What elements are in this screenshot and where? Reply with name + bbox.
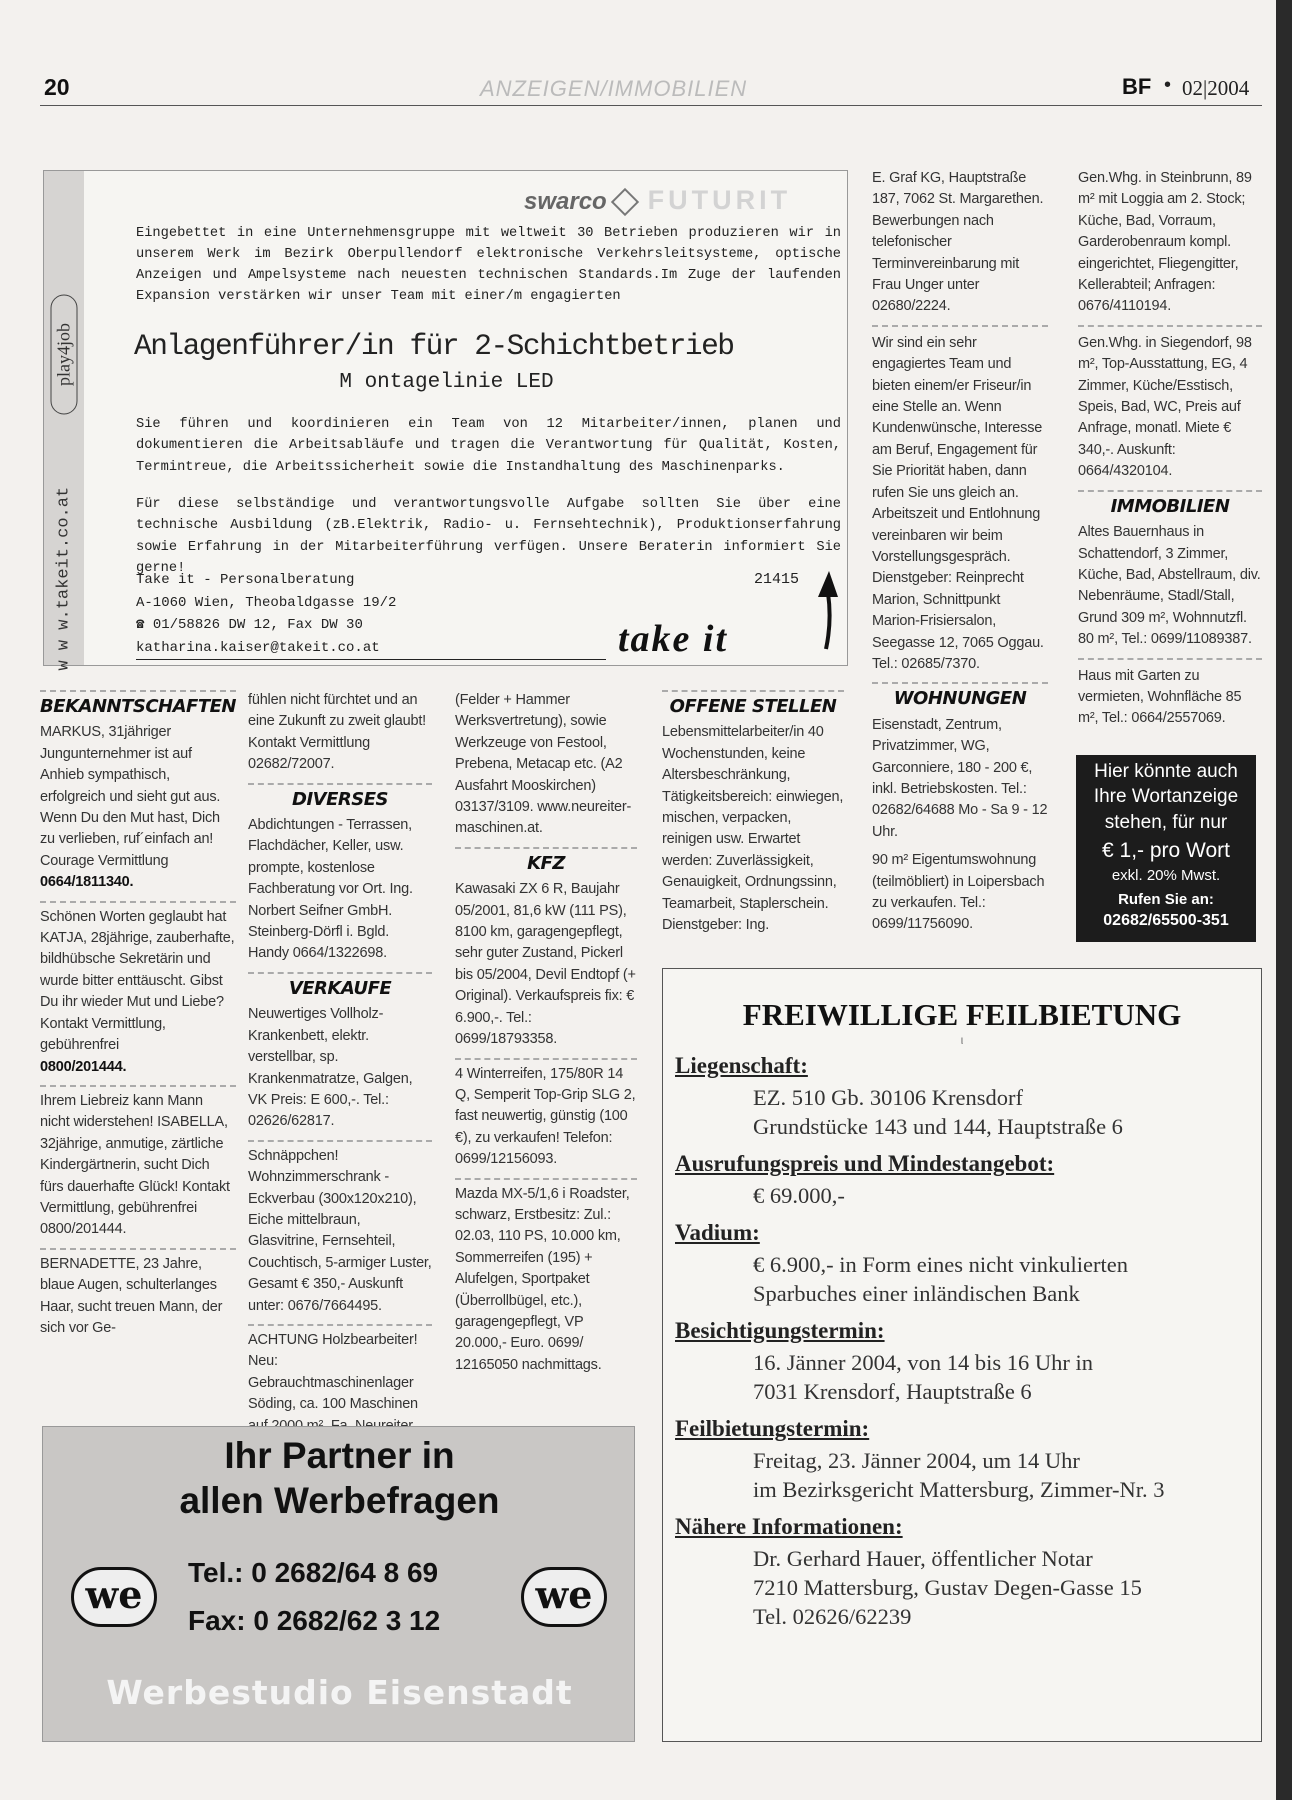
label-vadium: Vadium:	[675, 1220, 760, 1245]
werbe-fax: Fax: 0 2682/62 3 12	[188, 1605, 441, 1636]
friseur-pre: E. Graf KG, Hauptstraße 187, 7062 St. Margarethen. Bewerbungen nach telefonischer Terminvereinbarung mit Frau Unger unter 02680/2224.	[872, 170, 1044, 315]
promo-tax: exkl. 20% Mwst.	[1111, 867, 1221, 884]
value-besichtigungstermin	[675, 1348, 1261, 1406]
classifieds-col-3	[455, 690, 637, 1383]
feilbietung-title: FREIWILLIGE FEILBIETUNG	[742, 997, 1182, 1032]
feilbietung-mark: ι	[960, 1033, 964, 1047]
info-line-1: Dr. Gerhard Hauer, öffentlicher Notar	[753, 1546, 1093, 1571]
classifieds-col-4	[662, 690, 844, 943]
top-right-col-b	[1078, 168, 1262, 737]
value-liegenschaft	[675, 1083, 1261, 1141]
verkaufe-ad-1: Neuwertiges Vollholz-Krankenbett, elektr. verstellbar, sp. Krankenmatratze, Galgen, VK Preis: E 600,-. Tel.: 02626/62817.	[248, 1006, 413, 1130]
we-logo-right-icon	[521, 1567, 607, 1627]
contact-address: A-1060 Wien, Theobaldgasse 19/2	[136, 594, 397, 611]
we-logo-right-text: we	[535, 1572, 593, 1617]
werbe-headline-1: Ihr Partner in	[224, 1435, 455, 1476]
feilbietungstermin-line-2: im Bezirksgericht Mattersburg, Zimmer-Nr. 3	[753, 1477, 1165, 1502]
werbe-studio-name: Werbestudio Eisenstadt	[106, 1673, 573, 1712]
heading-diverses: DIVERSES	[248, 783, 432, 810]
contact-email[interactable]: katharina.kaiser@takeit.co.at	[136, 637, 606, 661]
job-subtitle: M ontagelinie LED	[339, 371, 554, 394]
label-feilbietungstermin: Feilbietungstermin:	[675, 1416, 870, 1441]
werbestudio-ad	[42, 1426, 635, 1742]
genwhg-ad-2: Gen.Whg. in Siegendorf, 98 m², Top-Ausstattung, EG, 4 Zimmer, Küche/Esstisch, Speis, Bad, WC, Preis auf Anfrage, monatl. Miete € 340,-. Auskunft: 0664/4320104.	[1078, 325, 1262, 483]
we-logo-left-icon	[71, 1567, 157, 1627]
bekanntschaft-ad-4: BERNADETTE, 23 Jahre, blaue Augen, schulterlanges Haar, sucht treuen Mann, der sich vor Ge-	[40, 1248, 236, 1340]
job-ad	[43, 170, 848, 671]
section-title: ANZEIGEN/IMMOBILIEN	[480, 76, 748, 101]
job-requirements: Für diese selbständige und verantwortungsvolle Aufgabe sollten Sie über eine technische Ausbildung (zB.Elektrik, Radio- u. Fernsehtechnik), Produktionserfahrung sowie Erfahrung in der Mitarbeiterführung verfügen. Unsere Beraterin informiert Sie gerne!	[136, 497, 841, 576]
classifieds-col-2	[248, 690, 432, 1444]
sidebar-url: w w w.takeit.co.at	[54, 486, 74, 671]
bauernhaus-ad: Altes Bauernhaus in Schattendorf, 3 Zimmer, Küche, Bad, Abstellraum, div. Nebenräume, Stadl/Stall, Grund 309 m², Wohnnutzfl. 80 m², Tel.: 0699/11089387.	[1078, 524, 1261, 648]
kfz-ad-1: Kawasaki ZX 6 R, Baujahr 05/2001, 81,6 kW (111 PS), 8100 km, garagengepflegt, sehr guter Zustand, Pickerl bis 05/2004, Devil Endtopf (+ Original). Verkaufspreis fix: € 6.900,-. Tel.: 0699/18793358.	[455, 881, 636, 1048]
heading-verkaufe: VERKAUFE	[248, 972, 432, 999]
we-logo-left-text: we	[85, 1572, 143, 1617]
contact-phone: ☎ 01/58826 DW 12, Fax DW 30	[136, 617, 363, 633]
werbe-headline-2: allen Werbefragen	[179, 1480, 500, 1521]
top-right-col-a	[872, 168, 1048, 943]
ausrufungspreis-line-1: € 69.000,-	[753, 1183, 845, 1208]
promo-line-3: stehen, für nur	[1104, 812, 1228, 833]
takeit-brand: take it	[618, 618, 729, 660]
logo-futurit: FUTURIT	[647, 185, 792, 215]
promo-call: Rufen Sie an:	[1118, 891, 1214, 908]
vadium-line-1: € 6.900,- in Form eines nicht vinkulierten	[753, 1252, 1128, 1277]
job-title: Anlagenführer/in für 2-Schichtbetrieb	[134, 329, 734, 363]
kfz-ad-3: Mazda MX-5/1,6 i Roadster, schwarz, Erstbesitz: Zul.: 02.03, 110 PS, 10.000 km, Sommerreifen (195) + Alufelgen, Sportpaket (Überrollbügel, etc.), garagengepflegt, VP 20.000,- Euro. 0699/ 12165050 nachmittags.	[455, 1178, 637, 1377]
logo-mark-icon	[611, 188, 639, 216]
job-ref-number: 21415	[754, 571, 800, 588]
genwhg-ad-1: Gen.Whg. in Steinbrunn, 89 m² mit Loggia am 2. Stock; Küche, Bad, Vorraum, Garderobenraum kompl. eingerichtet, Fliegengitter, Kellerabteil; Anfragen: 0676/4110194.	[1078, 170, 1252, 315]
info-line-3: Tel. 02626/62239	[753, 1604, 912, 1629]
wohnung-ad-1: Eisenstadt, Zentrum, Privatzimmer, WG, Garconniere, 180 - 200 €, inkl. Betriebskosten. Tel.: 02682/64688 Mo - Sa 9 - 12 Uhr.	[872, 716, 1048, 840]
takeit-arrow-icon	[816, 571, 830, 637]
besichtigung-line-1: 16. Jänner 2004, von 14 bis 16 Uhr in	[753, 1350, 1093, 1375]
bekanntschaft-ad-2-phone: 0800/201444.	[40, 1058, 127, 1075]
werbe-tel: Tel.: 0 2682/64 8 69	[188, 1557, 439, 1588]
stellen-ad: Lebensmittelarbeiter/in 40 Wochenstunden, keine Altersbeschränkung, Tätigkeitsbereich: einwiegen, mischen, verpacken, reinigen usw. Erwartet werden: Zuverlässigkeit, Genauigkeit, Ordnungssinn, Teamarbeit, Staplerschein. Dienstgeber: Ing.	[662, 724, 844, 934]
page-edge	[1276, 0, 1292, 1800]
label-besichtigungstermin: Besichtigungstermin:	[675, 1318, 885, 1343]
feilbietung-box	[662, 968, 1262, 1742]
contact-company: Take it - Personalberatung	[136, 572, 355, 588]
page-header	[40, 70, 1262, 106]
kfz-ad-2: 4 Winterreifen, 175/80R 14 Q, Semperit Top-Grip SLG 2, fast neuwertig, günstig (100 €), zu verkaufen! Telefon: 0699/12156093.	[455, 1058, 637, 1171]
promo-box	[1076, 755, 1256, 942]
vadium-line-2: Sparbuches einer inländischen Bank	[753, 1281, 1080, 1306]
promo-line-1: Hier könnte auch	[1094, 761, 1238, 782]
logo-swarco: swarco	[524, 188, 607, 215]
friseur-ad: Wir sind ein sehr engagiertes Team und bieten einem/er Friseur/in eine Stelle an. Wenn Kundenwünsche, Interesse am Beruf, Engagement für Sie Priorität haben, dann rufen Sie uns gleich an. Arbeitszeit und Entlohnung vereinbaren wir beim Vorstellungsgespräch. Dienstgeber: Reinprecht Marion, Schnittpunkt Marion-Frisiersalon, Seegasse 12, 7065 Oggau. Tel.: 02685/7370.	[872, 325, 1048, 676]
bekanntschaft-ad-2: Schönen Worten geglaubt hat KATJA, 28jährige, zauberhafte, bildhübsche Sekretärin und wurde bitter enttäuscht. Gibst Du ihr wieder Mut und Liebe? Kontakt Vermittlung, gebührenfrei	[40, 901, 236, 1057]
verkaufe-ad-3-cont: (Felder + Hammer Werksvertretung), sowie Werkzeuge von Festool, Prebena, Metacap etc. (A2 Ausfahrt Mooskirchen) 03137/3109. www.neureiter-maschinen.at.	[455, 692, 632, 837]
verkaufe-ad-2: Schnäppchen! Wohnzimmerschrank - Eckverbau (300x120x210), Eiche mittelbraun, Glasvitrine, Fernsehteil, Couchtisch, 5-armiger Luster, Gesamt € 350,- Auskunft unter: 0676/7664495.	[248, 1140, 432, 1317]
heading-offene-stellen: OFFENE STELLEN	[662, 690, 844, 717]
promo-phone[interactable]: 02682/65500-351	[1103, 912, 1229, 929]
heading-kfz: KFZ	[455, 847, 637, 874]
promo-price: € 1,- pro Wort	[1102, 839, 1230, 862]
bullet: •	[1164, 74, 1172, 96]
job-ad-sidebar	[44, 171, 84, 671]
bekanntschaft-ad-1: MARKUS, 31jähriger Jungunternehmer ist auf Anhieb sympathisch, erfolgreich und sieht gut aus. Wenn Du den Mut hast, Dich zu verlieben, ruf´einfach an! Courage Vermittlung	[40, 724, 221, 869]
wohnung-ad-2: 90 m² Eigentumswohnung (teilmöbliert) in Loipersbach zu verkaufen. Tel.: 0699/11756090.	[872, 852, 1045, 933]
heading-bekanntschaften: BEKANNTSCHAFTEN	[40, 690, 236, 717]
sidebar-tag: play4job	[51, 295, 78, 415]
job-description: Sie führen und koordinieren ein Team von 12 Mitarbeiter/innen, planen und dokumentieren die Arbeitsabläufe und tragen die Verantwortung für Qualität, Kosten, Termintreue, die Arbeitssicherheit sowie die Instandhaltung des Maschinenparks.	[136, 417, 841, 475]
company-logo	[524, 185, 844, 219]
diverses-ad: Abdichtungen - Terrassen, Flachdächer, Keller, usw. prompte, kostenlose Fachberatung vor Ort. Ing. Norbert Seifner GmbH. Steinberg-Dörfl i. Bgld. Handy 0664/1322698.	[248, 817, 413, 962]
bekanntschaft-ad-1-phone: 0664/1811340.	[40, 874, 134, 891]
label-ausrufungspreis: Ausrufungspreis und Mindestangebot:	[675, 1151, 1055, 1176]
job-intro: Eingebettet in eine Unternehmensgruppe mit weltweit 30 Betrieben produzieren wir in unserem Werk im Bezirk Oberpullendorf elektronische Verkehrsleitsysteme, optische Anzeigen und Ampelsysteme nach neuesten technischen Standards.Im Zuge der laufenden Expansion verstärken wir unser Team mit einer/m engagierten	[136, 226, 841, 304]
haus-ad: Haus mit Garten zu vermieten, Wohnfläche 85 m², Tel.: 0664/2557069.	[1078, 658, 1262, 730]
job-contact	[136, 569, 556, 660]
page-number: 20	[44, 74, 70, 100]
liegenschaft-line-1: EZ. 510 Gb. 30106 Krensdorf	[753, 1085, 1023, 1110]
feilbietungstermin-line-1: Freitag, 23. Jänner 2004, um 14 Uhr	[753, 1448, 1080, 1473]
label-naehere-informationen: Nähere Informationen:	[675, 1514, 903, 1539]
promo-line-2: Ihre Wortanzeige	[1093, 786, 1239, 807]
verkaufe-ad-3: ACHTUNG Holzbearbeiter! Neu: Gebrauchtmaschinenlager Söding, ca. 100 Maschinen	[248, 1324, 432, 1437]
issue-number: 02|2004	[1182, 76, 1250, 100]
value-feilbietungstermin	[675, 1446, 1261, 1504]
heading-wohnungen: WOHNUNGEN	[872, 682, 1048, 709]
besichtigung-line-2: 7031 Krensdorf, Hauptstraße 6	[753, 1379, 1032, 1404]
bekanntschaft-ad-4-cont: fühlen nicht fürchtet und an eine Zukunft zu zweit glaubt! Kontakt Vermittlung 02682/72007.	[248, 692, 426, 773]
label-liegenschaft: Liegenschaft:	[675, 1053, 808, 1078]
liegenschaft-line-2: Grundstücke 143 und 144, Hauptstraße 6	[753, 1114, 1123, 1139]
value-naehere-informationen	[675, 1544, 1261, 1631]
value-ausrufungspreis	[675, 1181, 1261, 1210]
classifieds-col-1	[40, 690, 236, 1346]
value-vadium	[675, 1250, 1261, 1308]
bekanntschaft-ad-3: Ihrem Liebreiz kann Mann nicht widerstehen! ISABELLA, 32jährige, anmutige, zärtliche Kindergärtnerin, sucht Dich fürs dauerhafte Glück! Kontakt Vermittlung, gebührenfrei 0800/201444.	[40, 1085, 236, 1241]
heading-immobilien: IMMOBILIEN	[1078, 490, 1262, 517]
brand: BF	[1122, 74, 1152, 99]
info-line-2: 7210 Mattersburg, Gustav Degen-Gasse 15	[753, 1575, 1142, 1600]
